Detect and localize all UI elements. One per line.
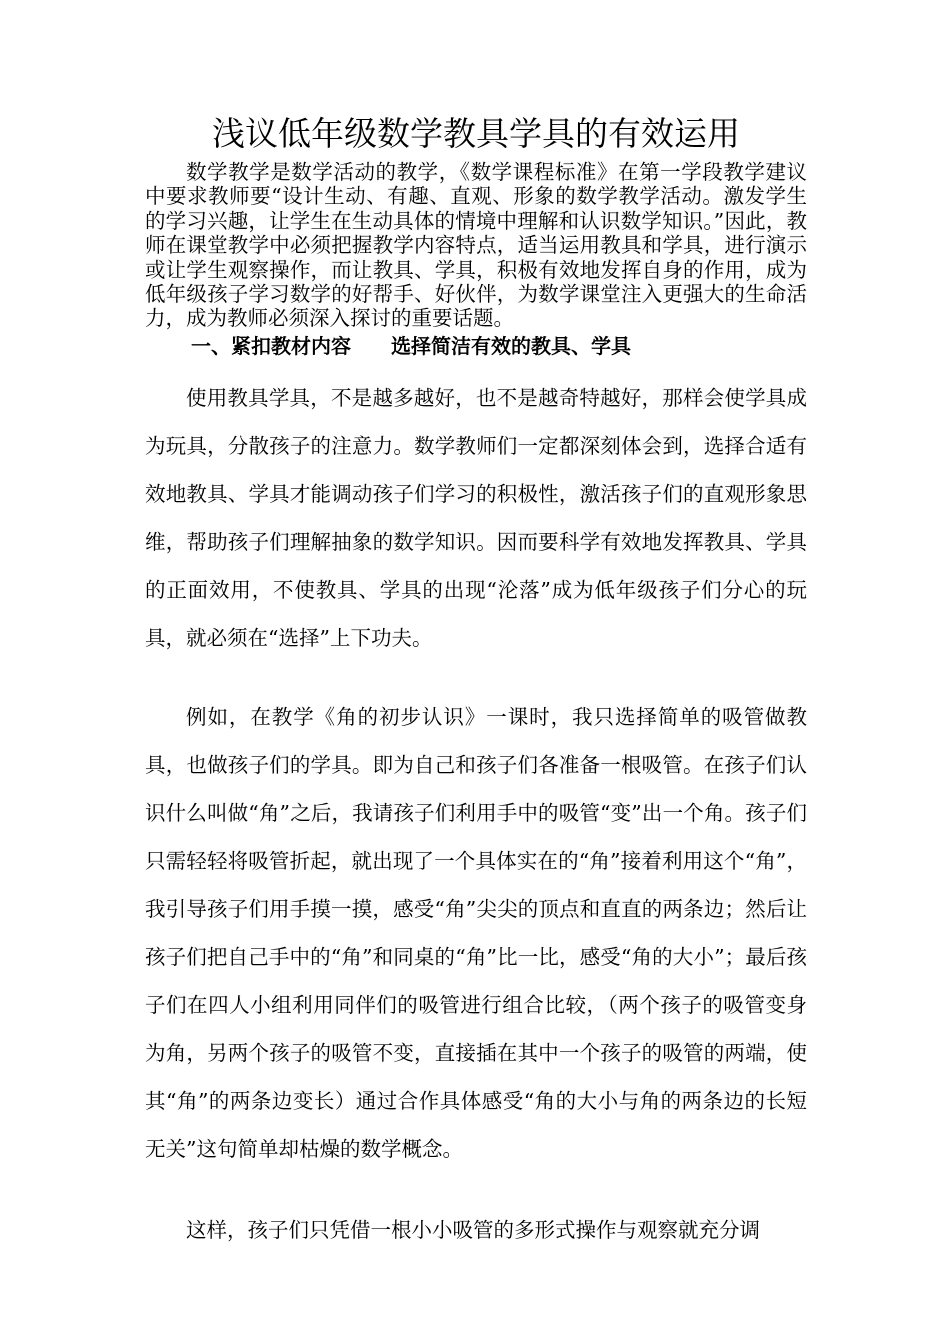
- document-title: 浅议低年级数学教具学具的有效运用: [212, 114, 740, 153]
- body-paragraph-2: 例如，在教学《角的初步认识》一课时，我只选择简单的吸管做教具，也做孩子们的学具。即为自己和孩子们各准备一根吸管。在孩子们认识什么叫做“角”之后，我请孩子们利用手中的吸管“变”出一个角。孩子们只需轻轻将吸管折起，就出现了一个具体实在的“角”接着利用这个“角”，我引导孩子们用手摸一摸，感受“角”尖尖的顶点和直直的两条边；然后让孩子们把自己手中的“角”和同桌的“角”比一比，感受“角的大小”；最后孩子们在四人小组利用同伴们的吸管进行组合比较，（两个孩子的吸管变身为角，另两个孩子的吸管不变，直接插在其中一个孩子的吸管的两端，使其“角”的两条边变长）通过合作具体感受“角的大小与角的两条边的长短无关”这句简单却枯燥的数学概念。: [145, 704, 807, 1161]
- intro-paragraph: 数学教学是数学活动的教学，《数学课程标准》在第一学段教学建议中要求教师要“设计生动、有趣、直观、形象的数学教学活动。激发学生的学习兴趣，让学生在生动具体的情境中理解和认识数学知识。”因此，教师在课堂教学中必须把握教学内容特点，适当运用教具和学具，进行演示或让学生观察操作，而让教具、学具，积极有效地发挥自身的作用，成为低年级孩子学习数学的好帮手、好伙伴，为数学课堂注入更强大的生命活力，成为教师必须深入探讨的重要话题。: [145, 160, 807, 331]
- body-paragraph-1: 使用教具学具，不是越多越好，也不是越奇特越好，那样会使学具成为玩具，分散孩子的注意力。数学教师们一定都深刻体会到，选择合适有效地教具、学具才能调动孩子们学习的积极性，激活孩子们的直观形象思维，帮助孩子们理解抽象的数学知识。因而要科学有效地发挥教具、学具的正面效用，不使教具、学具的出现“沦落”成为低年级孩子们分心的玩具，就必须在“选择”上下功夫。: [145, 385, 807, 650]
- body-paragraph-3: 这样，孩子们只凭借一根小小吸管的多形式操作与观察就充分调: [186, 1217, 760, 1242]
- document-page: [145, 110, 807, 1254]
- section-heading: 一、紧扣教材内容 选择简洁有效的教具、学具: [191, 333, 631, 358]
